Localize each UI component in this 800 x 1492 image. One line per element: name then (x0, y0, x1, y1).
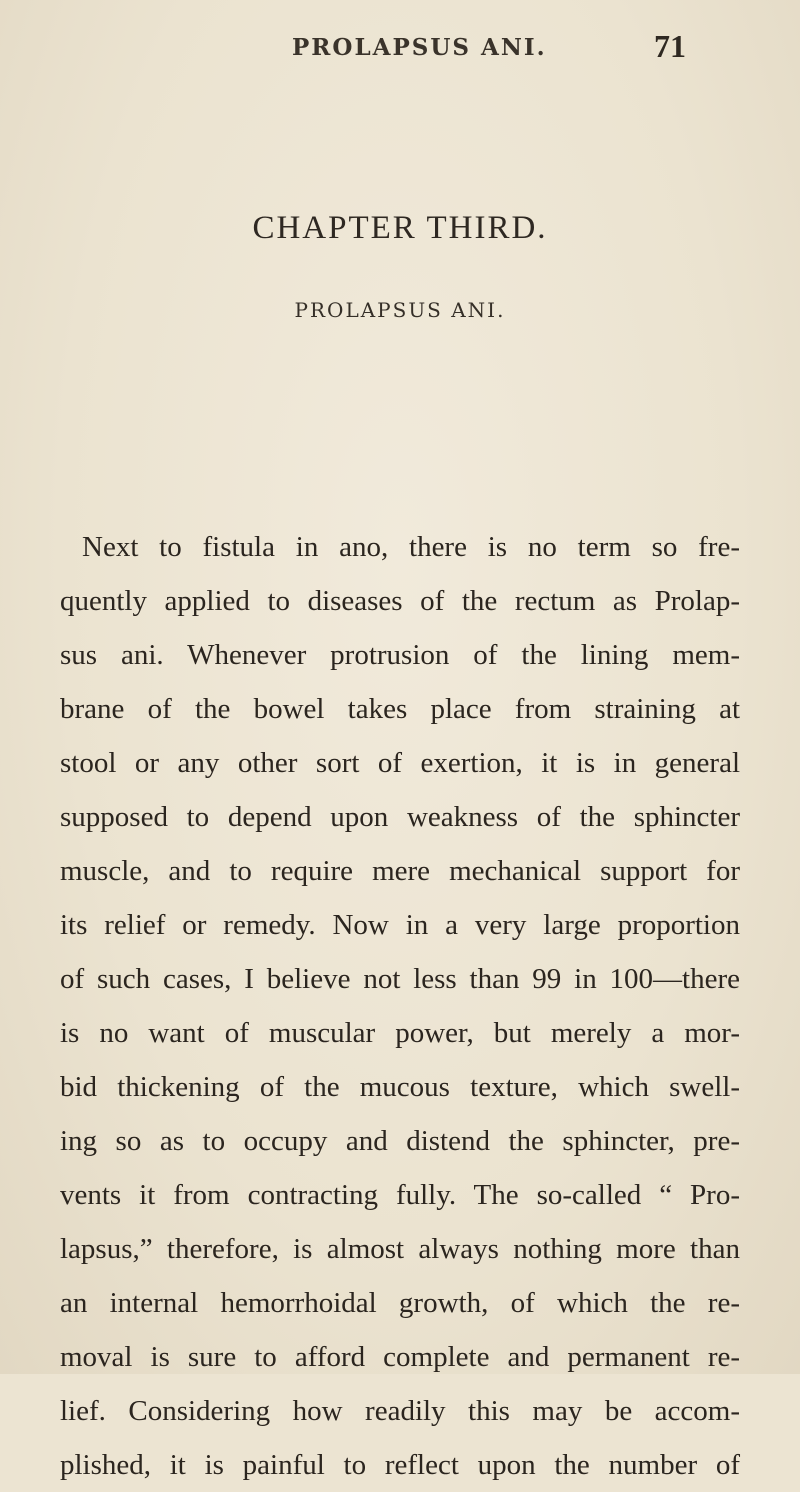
chapter-title: CHAPTER THIRD. (252, 210, 548, 246)
running-head (0, 28, 800, 84)
body-paragraph (60, 520, 740, 1492)
running-title: PROLAPSUS ANI. (292, 34, 547, 61)
text-line: lapsus,” therefore, is almost always nothing more than (60, 1233, 740, 1265)
page-number: 71 (654, 28, 686, 64)
text-line: ing so as to occupy and distend the sphincter, pre- (60, 1125, 740, 1157)
text-line: muscle, and to require mere mechanical support for (60, 855, 740, 887)
text-line: bid thickening of the mucous texture, which swell- (60, 1071, 740, 1103)
text-line: plished, it is painful to reflect upon the number of (60, 1449, 740, 1481)
text-line: stool or any other sort of exertion, it is in general (60, 747, 740, 779)
text-line: its relief or remedy. Now in a very large proportion (60, 909, 740, 941)
text-line: vents it from contracting fully. The so-called “ Pro- (60, 1179, 740, 1211)
text-line: an internal hemorrhoidal growth, of which the re- (60, 1287, 740, 1319)
text-line: Next to fistula in ano, there is no term so fre- (82, 531, 740, 563)
text-line: of such cases, I believe not less than 99 in 100—there (60, 963, 740, 995)
section-title: PROLAPSUS ANI. (294, 298, 506, 322)
text-line: moval is sure to afford complete and permanent re- (60, 1341, 740, 1373)
text-line: sus ani. Whenever protrusion of the lining mem- (60, 639, 740, 671)
text-line: supposed to depend upon weakness of the sphincter (60, 801, 740, 833)
text-line: lief. Considering how readily this may be accom- (60, 1395, 740, 1427)
text-line: quently applied to diseases of the rectum as Prolap- (60, 585, 740, 617)
text-line: brane of the bowel takes place from straining at (60, 693, 740, 725)
text-line: is no want of muscular power, but merely a mor- (60, 1017, 740, 1049)
